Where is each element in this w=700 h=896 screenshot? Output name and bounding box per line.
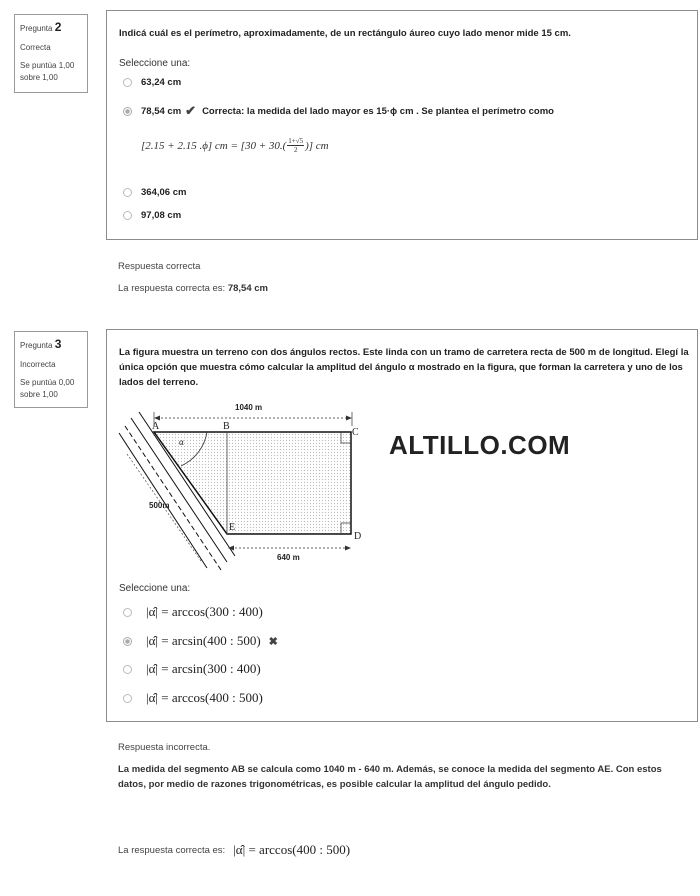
- question-number-value: 2: [54, 20, 62, 34]
- select-prompt: Seleccione una:: [119, 58, 191, 69]
- answer-option[interactable]: [123, 210, 181, 221]
- radio-button[interactable]: [123, 188, 132, 197]
- check-icon: ✔: [185, 103, 197, 118]
- option-feedback: Correcta: la medida del lado mayor es 15·ϕ cm . Se plantea el perímetro como: [202, 105, 554, 117]
- formula-fraction: [287, 137, 304, 154]
- radio-button[interactable]: [123, 694, 132, 703]
- radio-button[interactable]: [123, 78, 132, 87]
- question-info-3: [14, 331, 88, 408]
- question-score: Se puntúa 0,00 sobre 1,00: [20, 377, 75, 399]
- correct-answer: [118, 842, 350, 858]
- arrow-head: [345, 546, 351, 551]
- formula-numerator: 1+√5: [288, 137, 304, 145]
- feedback-explanation: La medida del segmento AB se calcula como 1040 m - 640 m. Además, se conoce la medida del segmento AE. Con estos datos, por medio de razones trigonométricas, es posible calcular la amplitud del ángulo pedido.: [118, 764, 662, 790]
- arrow-head: [154, 416, 160, 421]
- correct-answer-label: La respuesta correcta es:: [118, 844, 226, 856]
- correct-answer: [118, 283, 268, 294]
- question-label: Pregunta: [20, 24, 53, 33]
- question-panel-3: [106, 329, 698, 722]
- label-alpha: α: [179, 437, 184, 447]
- formula-right: )] cm: [305, 139, 329, 152]
- label-e: E: [229, 522, 236, 533]
- question-status: Incorrecta: [20, 360, 56, 370]
- correct-answer-value: |α̂| = arccos(400 : 500): [233, 842, 351, 857]
- answer-option-selected[interactable]: [123, 103, 554, 119]
- option-label: |α̂| = arcsin(300 : 400): [146, 661, 261, 676]
- question-text: Indicá cuál es el perímetro, aproximadamente, de un rectángulo áureo cuyo lado menor mide 15 cm.: [119, 28, 571, 39]
- arrow-head: [346, 416, 352, 421]
- label-a: A: [152, 421, 160, 432]
- question-number-value: 3: [54, 337, 62, 351]
- select-prompt: Seleccione una:: [119, 583, 191, 594]
- correct-answer-label: La respuesta correcta es:: [118, 283, 226, 294]
- formula-denominator: 2: [293, 146, 298, 154]
- question-info-2: [14, 14, 88, 93]
- answer-option[interactable]: [123, 604, 263, 620]
- question-text: La figura muestra un terreno con dos ángulos rectos. Este linda con un tramo de carretera recta de 500 m de longitud. Elegí la única opción que muestra cómo calcular la amplitud del ángulo α mostrado en la figura, que forman la carretera y uno de los lados del terreno.: [119, 347, 689, 388]
- question-label: Pregunta: [20, 341, 53, 350]
- question-panel-2: [106, 10, 698, 240]
- option-label: 364,06 cm: [141, 187, 187, 198]
- question-number: [20, 19, 82, 36]
- radio-button[interactable]: [123, 665, 132, 674]
- incorrect-icon: ✖: [268, 635, 278, 648]
- radio-button[interactable]: [123, 608, 132, 617]
- correct-answer-value: 78,54 cm: [227, 283, 268, 294]
- question-status: Correcta: [20, 43, 51, 53]
- option-label: |α̂| = arcsin(400 : 500): [146, 633, 261, 648]
- question-score: Se puntúa 1,00 sobre 1,00: [20, 60, 75, 82]
- option-label: 63,24 cm: [141, 77, 182, 88]
- label-500: 500m: [149, 501, 170, 510]
- option-label: 78,54 cm: [141, 105, 182, 117]
- perimeter-formula: [141, 137, 329, 154]
- radio-button[interactable]: [123, 211, 132, 220]
- radio-button-selected[interactable]: [123, 107, 132, 116]
- label-1040: 1040 m: [235, 403, 263, 412]
- question-number: [20, 336, 82, 353]
- feedback-result: Respuesta incorrecta.: [118, 742, 211, 753]
- option-label: 97,08 cm: [141, 210, 182, 221]
- label-c: C: [352, 427, 359, 438]
- answer-option[interactable]: [123, 690, 263, 706]
- answer-option-selected[interactable]: [123, 633, 278, 649]
- option-label: |α̂| = arccos(300 : 400): [146, 604, 263, 619]
- radio-button-selected[interactable]: [123, 637, 132, 646]
- watermark: ALTILLO.COM: [389, 430, 571, 460]
- feedback-result: Respuesta correcta: [118, 261, 201, 272]
- label-d: D: [354, 531, 362, 542]
- formula-left: [2.15 + 2.15 .ϕ] cm = [30 + 30.(: [141, 139, 287, 152]
- label-b: B: [223, 421, 230, 432]
- answer-option[interactable]: [123, 187, 186, 198]
- terrain-figure: [117, 400, 377, 575]
- option-label: |α̂| = arccos(400 : 500): [146, 690, 263, 705]
- answer-option[interactable]: [123, 77, 181, 88]
- terrain-area: [154, 432, 351, 534]
- answer-option[interactable]: [123, 661, 261, 677]
- label-640: 640 m: [277, 553, 300, 562]
